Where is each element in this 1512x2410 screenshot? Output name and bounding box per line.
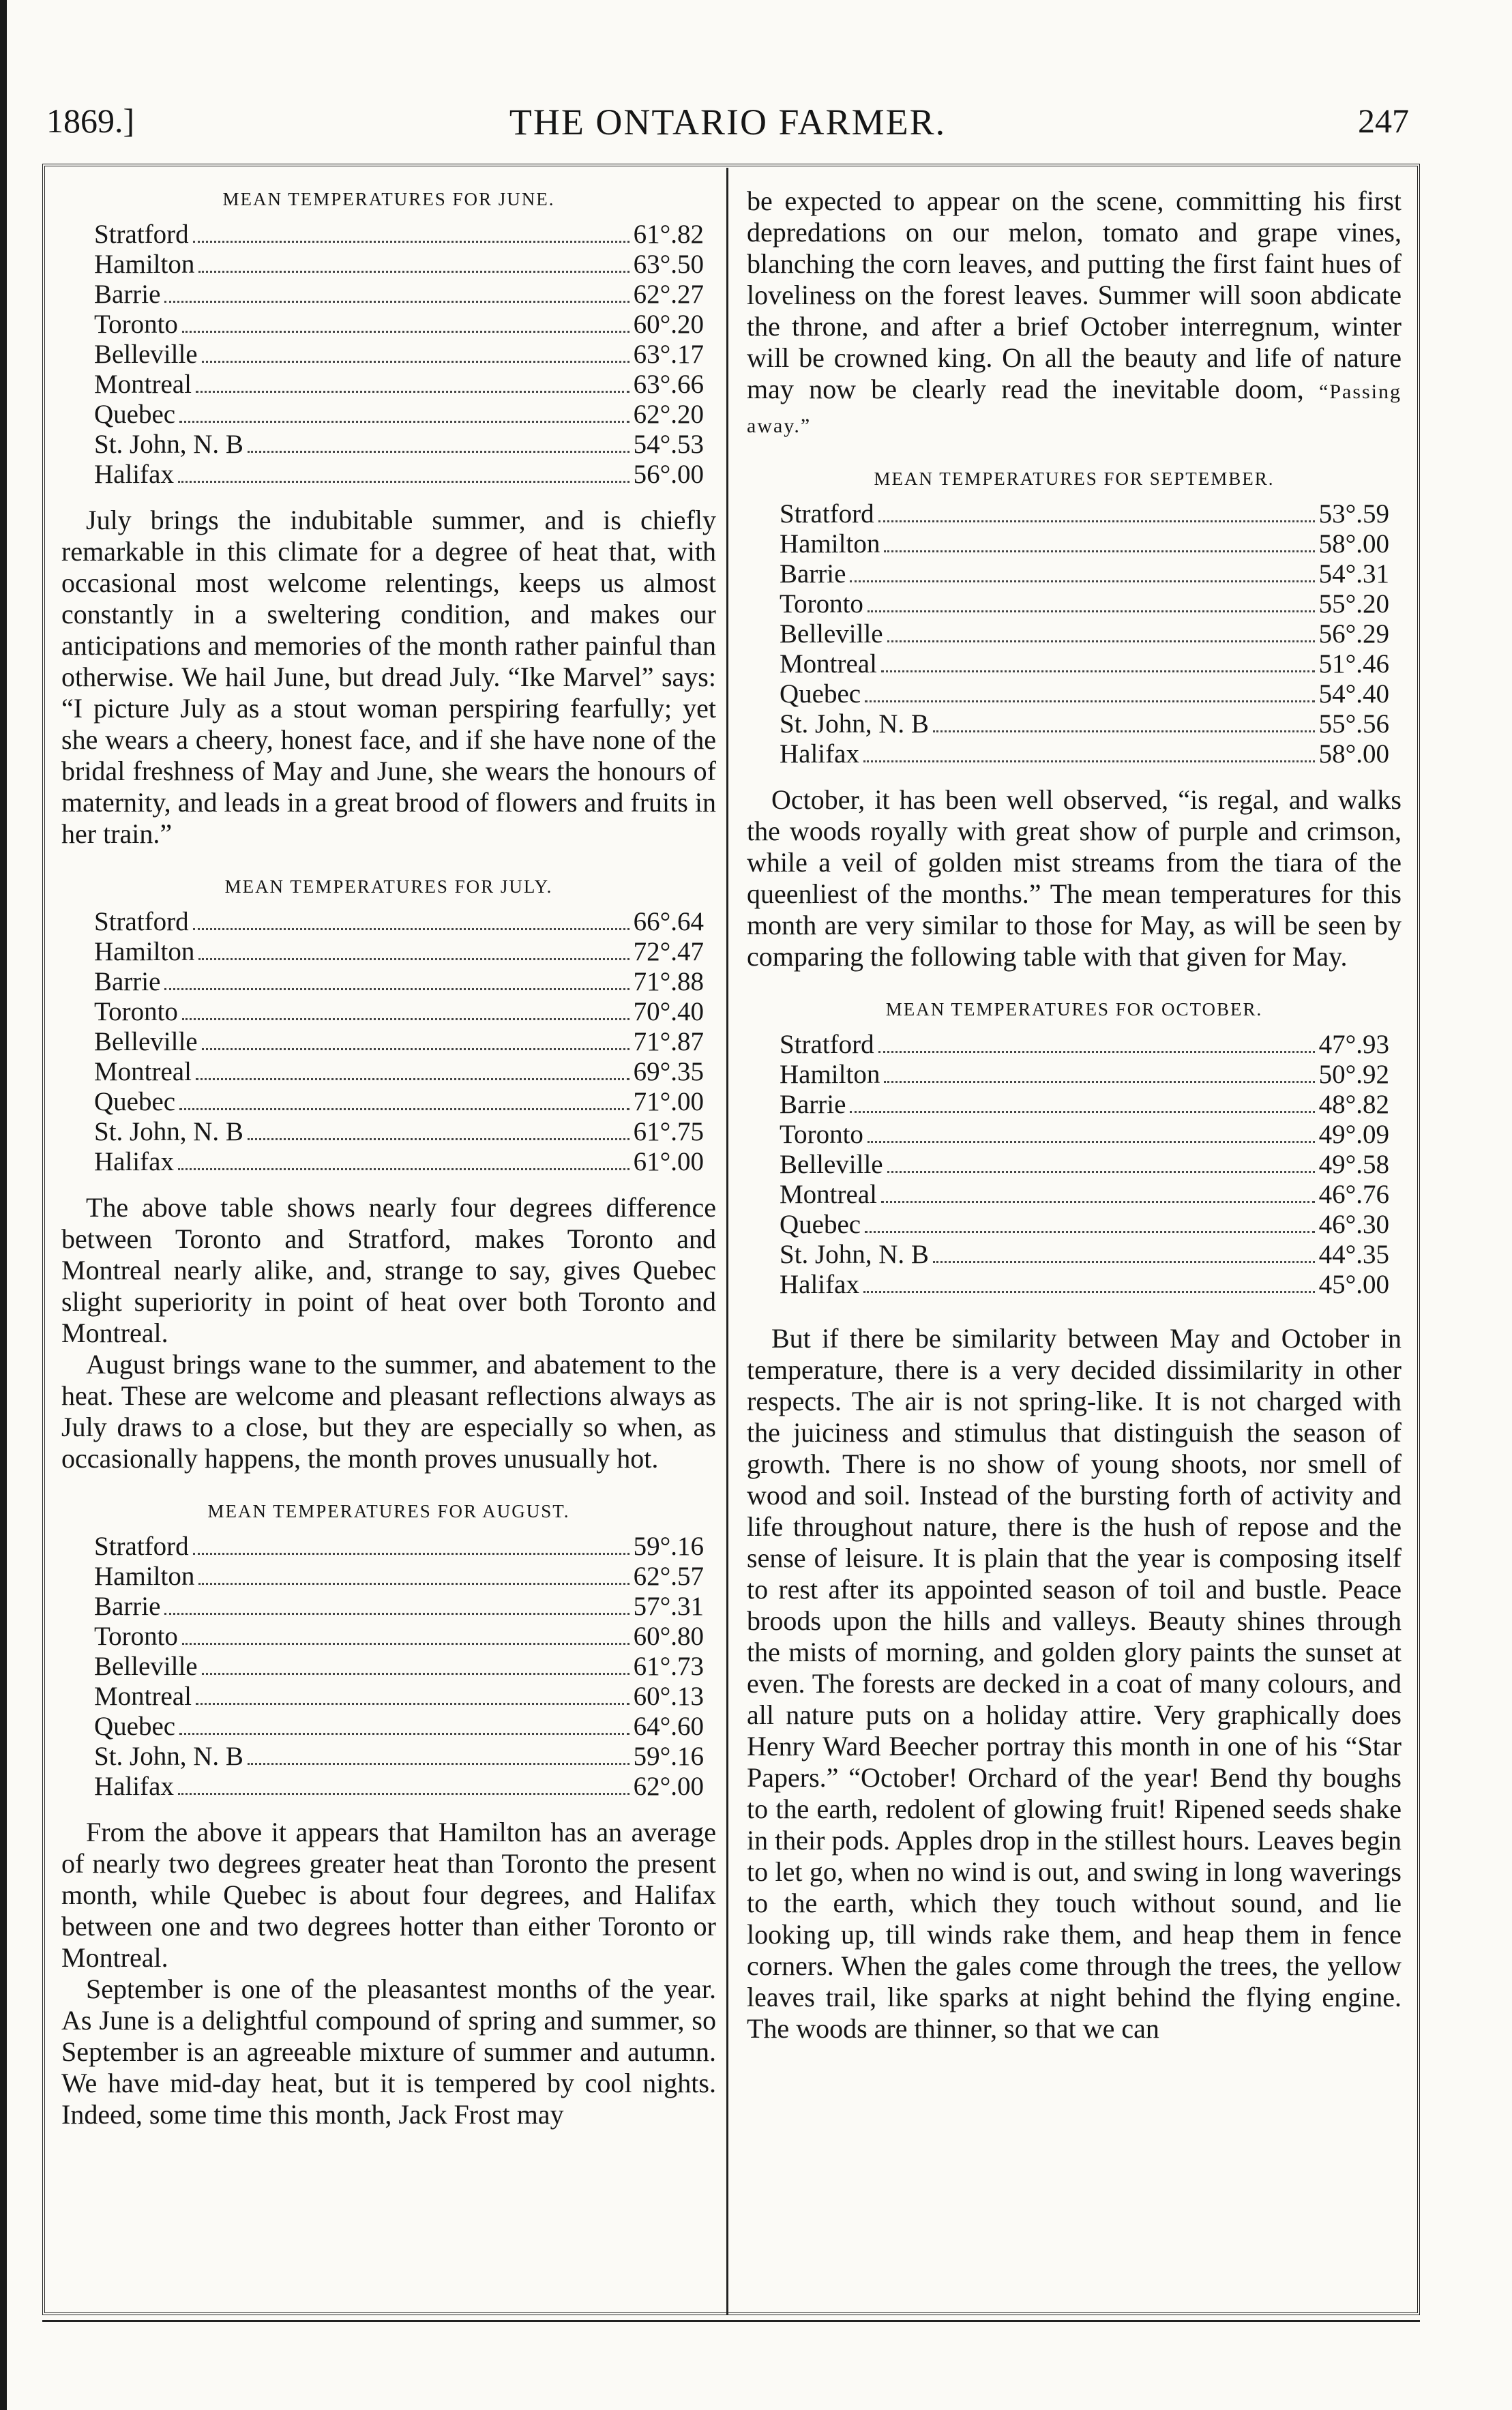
temperature-value: 49°.09 [1318,1120,1389,1149]
table-august [94,1532,704,1802]
city-name: Halifax [780,1270,859,1299]
temperature-value: 62°.27 [633,280,704,309]
leader-dots [881,1201,1315,1203]
temperature-value: 47°.93 [1318,1030,1389,1059]
paragraph-july-comment: The above table shows nearly four degrees difference between Toronto and Stratford, makes Toronto and Montreal nearly alike, and, strange to say, gives Quebec slight superiority in point of heat over both Toronto and Montreal. [61,1192,716,1348]
leader-dots [164,301,629,303]
temperature-value: 54°.40 [1318,679,1389,709]
leader-dots [179,1733,629,1735]
temperature-value: 63°.50 [633,250,704,279]
leader-dots [164,988,629,990]
city-name: Hamilton [94,1562,195,1591]
table-row [780,1120,1389,1150]
city-name: Hamilton [94,250,195,279]
temperature-value: 63°.66 [633,370,704,399]
city-name: Belleville [94,340,198,369]
leader-dots [178,481,629,483]
leader-dots [887,640,1315,642]
table-title-july: MEAN TEMPERATURES FOR JULY. [224,876,553,897]
temperature-value: 60°.20 [633,310,704,339]
bottom-rule [42,2320,1420,2322]
table-row [94,1117,704,1147]
city-name: Toronto [94,1622,178,1651]
city-name: Barrie [94,1592,161,1621]
table-october [780,1030,1389,1300]
city-name: Montreal [780,649,877,679]
city-name: Halifax [94,1147,174,1176]
leader-dots [248,1138,629,1140]
paragraph-august-comment: From the above it appears that Hamilton has an average of nearly two degrees greater heat than Toronto the present month, while Quebec is about four degrees, and Halifax between one and two degrees hotter than either Toronto or Montreal. [61,1817,716,1973]
temperature-value: 61°.00 [633,1147,704,1176]
table-row [780,1090,1389,1120]
table-row [780,679,1389,709]
header-year: 1869.] [46,102,135,140]
city-name: Belleville [780,619,883,649]
city-name: Toronto [780,1120,863,1149]
temperature-value: 61°.82 [633,220,704,249]
leader-dots [933,730,1315,732]
table-row [780,709,1389,739]
city-name: Quebec [94,1712,176,1741]
leader-dots [868,1141,1315,1143]
paragraph-september-intro-text: September is one of the pleasantest months of the year. As June is a delightful compound of spring and summer, so September is an agreeable mixture of summer and autumn. We have mid-day heat, but it is tempered by cool nights. Indeed, some time this month, Jack Frost may [61,1974,716,2130]
leader-dots [850,1111,1314,1113]
paragraph-august-intro: August brings wane to the summer, and abatement to the heat. These are welcome and pleasant reflections always as July draws to a close, but they are especially so when, as occasionally happens, the month proves unusually hot. [61,1349,716,1474]
table-row [94,400,704,430]
city-name: Belleville [780,1150,883,1179]
temperature-value: 71°.00 [633,1087,704,1116]
table-row [94,430,704,460]
september-continued-text: be expected to appear on the scene, committing his first depredations on our melon, tomato and grape vines, blanching the corn leaves, and putting the first faint hues of loveliness on the forest leaves. Summer will soon abdicate the throne, and after a brief October interregnum, winter will be crowned king. On all the beauty and life of nature may now be clearly read the inevitable doom, [747,185,1402,404]
table-row [94,340,704,370]
table-row [780,529,1389,559]
paragraph-september-continued [747,185,1402,442]
table-row [94,1592,704,1622]
table-row [780,1210,1389,1240]
table-row [94,1057,704,1087]
temperature-value: 69°.35 [633,1057,704,1086]
passing-away-phrase: “Passing away.” [747,381,1402,437]
leader-dots [202,1673,629,1675]
city-name: Barrie [94,967,161,996]
temperature-value: 70°.40 [633,997,704,1026]
leader-dots [933,1261,1315,1263]
table-row [94,460,704,490]
leader-dots [179,1108,629,1110]
city-name: Barrie [780,559,846,589]
leader-dots [865,700,1315,702]
leader-dots [182,1018,629,1020]
city-name: Halifax [780,739,859,769]
city-name: Belleville [94,1652,198,1681]
table-row [780,1060,1389,1090]
paragraph-october-intro: October, it has been well observed, “is regal, and walks the woods royally with great show of purple and crimson, while a veil of golden mist streams from the tiara of the queenliest of the months.” The mean temperatures for this month are very similar to those for May, as will be seen by comparing the following table with that given for May. [747,784,1402,972]
temperature-value: 54°.31 [1318,559,1389,589]
table-row [94,1532,704,1562]
temperature-value: 61°.75 [633,1117,704,1146]
table-title-october: MEAN TEMPERATURES FOR OCTOBER. [885,999,1263,1020]
temperature-value: 71°.88 [633,967,704,996]
table-june [94,220,704,490]
leader-dots [202,1048,629,1050]
temperature-value: 64°.60 [633,1712,704,1741]
city-name: Halifax [94,1772,174,1801]
table-row [94,250,704,280]
temperature-value: 60°.13 [633,1682,704,1711]
leader-dots [196,1078,629,1080]
temperature-value: 71°.87 [633,1027,704,1056]
table-row [780,649,1389,679]
leader-dots [850,580,1314,582]
leader-dots [865,1231,1315,1233]
city-name: Stratford [780,499,874,529]
page-left-edge [0,0,7,2410]
city-name: Montreal [94,370,192,399]
table-row [780,1030,1389,1060]
leader-dots [193,241,629,243]
table-row [94,1622,704,1652]
table-row [94,1772,704,1802]
table-row [94,1027,704,1057]
table-row [94,280,704,310]
table-row [780,1180,1389,1210]
table-title-august: MEAN TEMPERATURES FOR AUGUST. [207,1501,570,1521]
table-row [780,589,1389,619]
right-column [747,185,1402,2044]
leader-dots [863,760,1315,762]
city-name: Stratford [94,907,189,936]
leader-dots [196,391,629,393]
city-name: Quebec [94,400,176,429]
table-row [780,1240,1389,1270]
leader-dots [202,361,629,363]
leader-dots [182,331,629,333]
temperature-value: 50°.92 [1318,1060,1389,1089]
city-name: Stratford [94,220,189,249]
city-name: St. John, N. B [94,1117,243,1146]
temperature-value: 48°.82 [1318,1090,1389,1119]
city-name: St. John, N. B [94,1742,243,1771]
leader-dots [196,1703,629,1705]
table-row [94,1682,704,1712]
temperature-value: 62°.00 [633,1772,704,1801]
table-row [94,1652,704,1682]
table-row [780,559,1389,589]
city-name: Montreal [94,1057,192,1086]
leader-dots [178,1168,629,1170]
leader-dots [868,610,1315,612]
leader-dots [193,1553,629,1555]
city-name: Quebec [94,1087,176,1116]
leader-dots [884,1081,1314,1083]
temperature-value: 63°.17 [633,340,704,369]
city-name: Quebec [780,1210,861,1239]
temperature-value: 49°.58 [1318,1150,1389,1179]
temperature-value: 44°.35 [1318,1240,1389,1269]
city-name: St. John, N. B [94,430,243,459]
city-name: Belleville [94,1027,198,1056]
temperature-value: 61°.73 [633,1652,704,1681]
paragraph-july-intro: July brings the indubitable summer, and is chiefly remarkable in this climate for a degree of heat that, with occasional most welcome relentings, keeps us almost constantly in a sweltering condition, and makes our anticipations and memories of the month rather painful than otherwise. We hail June, but dread July. “Ike Marvel” says: “I picture July as a stout woman perspiring fearfully; yet she wears a cheery, honest face, and if she have none of the bridal freshness of May and June, she wears the honours of maternity, and leads in a great brood of flowers and fruits in her train.” [61,505,716,849]
temperature-value: 58°.00 [1318,739,1389,769]
table-row [94,220,704,250]
table-title-september: MEAN TEMPERATURES FOR SEPTEMBER. [874,468,1275,489]
temperature-value: 56°.29 [1318,619,1389,649]
temperature-value: 72°.47 [633,937,704,966]
leader-dots [164,1613,629,1615]
table-row [780,499,1389,529]
city-name: St. John, N. B [780,709,929,739]
leader-dots [179,421,629,423]
temperature-value: 59°.16 [633,1742,704,1771]
leader-dots [248,1763,629,1765]
table-row [780,1150,1389,1180]
column-divider [726,168,728,2315]
temperature-value: 53°.59 [1318,499,1389,529]
city-name: Barrie [94,280,161,309]
table-row [94,997,704,1027]
leader-dots [178,1793,629,1795]
table-september [780,499,1389,769]
leader-dots [193,928,629,930]
table-row [94,967,704,997]
page-title: THE ONTARIO FARMER. [509,102,947,143]
paragraph-october-comment: But if there be similarity between May and October in temperature, there is a very decided dissimilarity in other respects. The air is not spring-like. It is not charged with the juiciness and stimulus that distinguish the season of growth. There is no show of young shoots, nor smell of wood and soil. Instead of the bursting forth of activity and life throughout nature, there is the hush of repose and the sense of leisure. It is plain that the year is composing itself to rest after its appointed season of toil and bustle. Peace broods upon the hills and valleys. Beauty shines through the mists of morning, and golden glory paints the sunset at even. The forests are decked in a coat of many colours, and all nature puts on a holiday attire. Very graphically does Henry Ward Beecher portray this month in one of his “Star Papers.” “October! Orchard of the year! Bend thy boughs to the earth, redolent of glowing fruit! Ripened seeds shake in their pods. Apples drop in the stillest hours. Leaves begin to let go, when no wind is out, and swing in long waverings to the earth, which they touch without sound, and lie looking up, till winds rake them, and heap them in fence corners. When the gales come through the trees, the yellow leaves trail, like sparks at night behind the flying engine. The woods are thinner, so that we can [747,1323,1402,2044]
city-name: Stratford [780,1030,874,1059]
leader-dots [878,1051,1315,1053]
city-name: Montreal [94,1682,192,1711]
temperature-value: 55°.56 [1318,709,1389,739]
city-name: Hamilton [780,529,880,559]
temperature-value: 66°.64 [633,907,704,936]
table-row [780,619,1389,649]
leader-dots [198,271,629,273]
leader-dots [198,958,629,960]
table-title-june: MEAN TEMPERATURES FOR JUNE. [222,189,555,209]
temperature-value: 51°.46 [1318,649,1389,679]
leader-dots [248,451,629,453]
temperature-value: 56°.00 [633,460,704,489]
page-header [46,101,1409,155]
city-name: St. John, N. B [780,1240,929,1269]
table-row [94,310,704,340]
table-row [94,1742,704,1772]
table-row [94,1712,704,1742]
table-row [94,1147,704,1177]
temperature-value: 46°.30 [1318,1210,1389,1239]
table-row [94,1087,704,1117]
table-row [94,907,704,937]
city-name: Montreal [780,1180,877,1209]
leader-dots [863,1291,1315,1293]
temperature-value: 59°.16 [633,1532,704,1561]
city-name: Stratford [94,1532,189,1561]
temperature-value: 45°.00 [1318,1270,1389,1299]
temperature-value: 54°.53 [633,430,704,459]
temperature-value: 58°.00 [1318,529,1389,559]
leader-dots [878,520,1315,522]
leader-dots [182,1643,629,1645]
temperature-value: 46°.76 [1318,1180,1389,1209]
left-column [61,185,716,2130]
temperature-value: 62°.20 [633,400,704,429]
city-name: Quebec [780,679,861,709]
table-row [780,739,1389,769]
leader-dots [198,1583,629,1585]
temperature-value: 62°.57 [633,1562,704,1591]
city-name: Barrie [780,1090,846,1119]
city-name: Halifax [94,460,174,489]
paragraph-september-intro [61,1974,716,2130]
table-row [94,937,704,967]
page-number: 247 [1358,102,1409,140]
temperature-value: 55°.20 [1318,589,1389,619]
city-name: Toronto [94,310,178,339]
leader-dots [887,1171,1315,1173]
city-name: Toronto [780,589,863,619]
temperature-value: 57°.31 [633,1592,704,1621]
table-row [780,1270,1389,1300]
table-row [94,1562,704,1592]
leader-dots [884,550,1314,552]
leader-dots [881,670,1315,672]
city-name: Hamilton [94,937,195,966]
city-name: Toronto [94,997,178,1026]
table-row [94,370,704,400]
city-name: Hamilton [780,1060,880,1089]
temperature-value: 60°.80 [633,1622,704,1651]
table-july [94,907,704,1177]
